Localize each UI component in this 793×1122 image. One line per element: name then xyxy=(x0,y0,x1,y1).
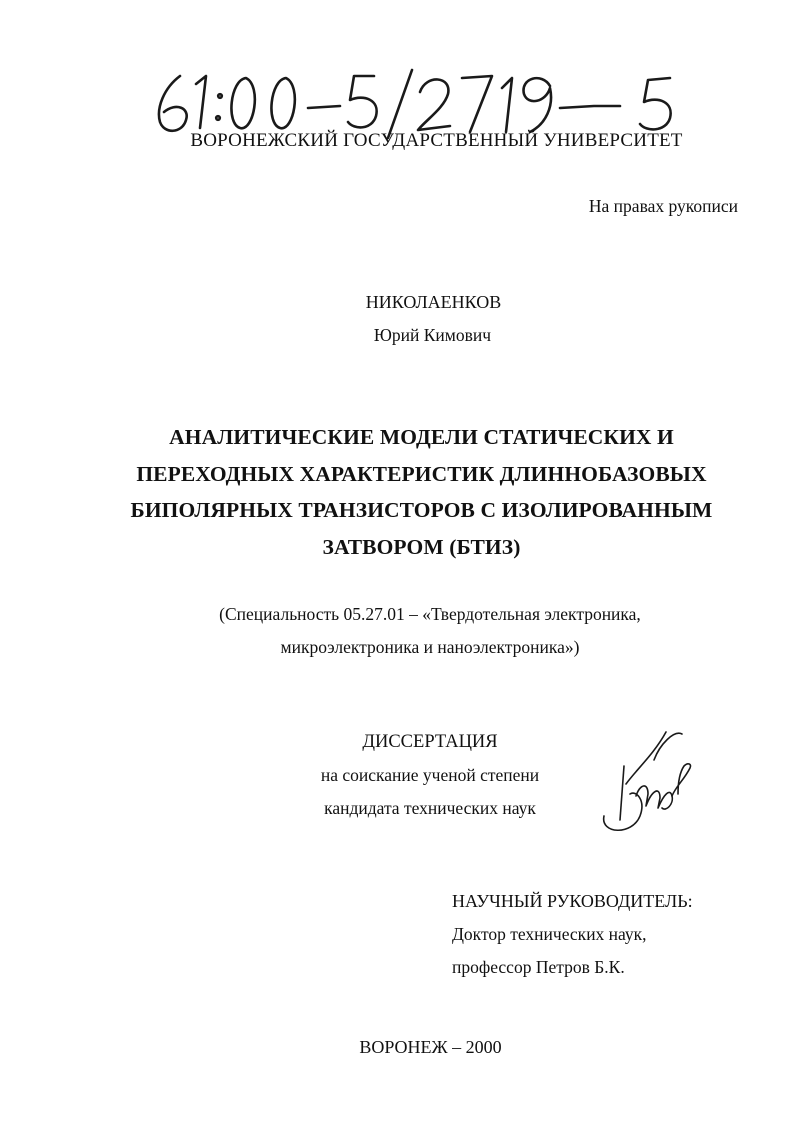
title-line: ЗАТВОРОМ (БТИЗ) xyxy=(322,534,521,559)
dissertation-block xyxy=(250,726,610,825)
title-line: ПЕРЕХОДНЫХ ХАРАКТЕРИСТИК ДЛИННОБАЗОВЫХ xyxy=(136,461,707,486)
specialty-line: микроэлектроника и наноэлектроника») xyxy=(280,637,580,657)
university-name: ВОРОНЕЖСКИЙ ГОСУДАРСТВЕННЫЙ УНИВЕРСИТЕТ xyxy=(190,130,683,151)
author-first-names: Юрий Кимович xyxy=(373,325,492,345)
scientific-advisor-block xyxy=(452,885,772,984)
advisor-degree: Доктор технических наук, xyxy=(452,924,647,944)
title-line: АНАЛИТИЧЕСКИЕ МОДЕЛИ СТАТИЧЕСКИХ И xyxy=(169,425,674,449)
dissertation-title xyxy=(100,419,743,565)
manuscript-rights-note: На правах рукописи xyxy=(588,196,738,216)
specialty-block xyxy=(130,598,730,664)
dissertation-degree-line: кандидата технических наук xyxy=(324,798,536,818)
specialty-line: (Специальность 05.27.01 – «Твердотельная электроника, xyxy=(219,604,641,624)
title-line: БИПОЛЯРНЫХ ТРАНЗИСТОРОВ С ИЗОЛИРОВАННЫМ xyxy=(130,498,713,522)
signature xyxy=(596,724,706,834)
dissertation-degree-line: на соискание ученой степени xyxy=(320,765,540,785)
city-year: ВОРОНЕЖ – 2000 xyxy=(359,1037,502,1057)
advisor-heading: НАУЧНЫЙ РУКОВОДИТЕЛЬ: xyxy=(452,891,693,911)
advisor-name: профессор Петров Б.К. xyxy=(452,957,625,977)
dissertation-heading: ДИССЕРТАЦИЯ xyxy=(362,732,498,752)
author-last-name: НИКОЛАЕНКОВ xyxy=(365,292,502,312)
signature-drawing xyxy=(596,724,706,834)
